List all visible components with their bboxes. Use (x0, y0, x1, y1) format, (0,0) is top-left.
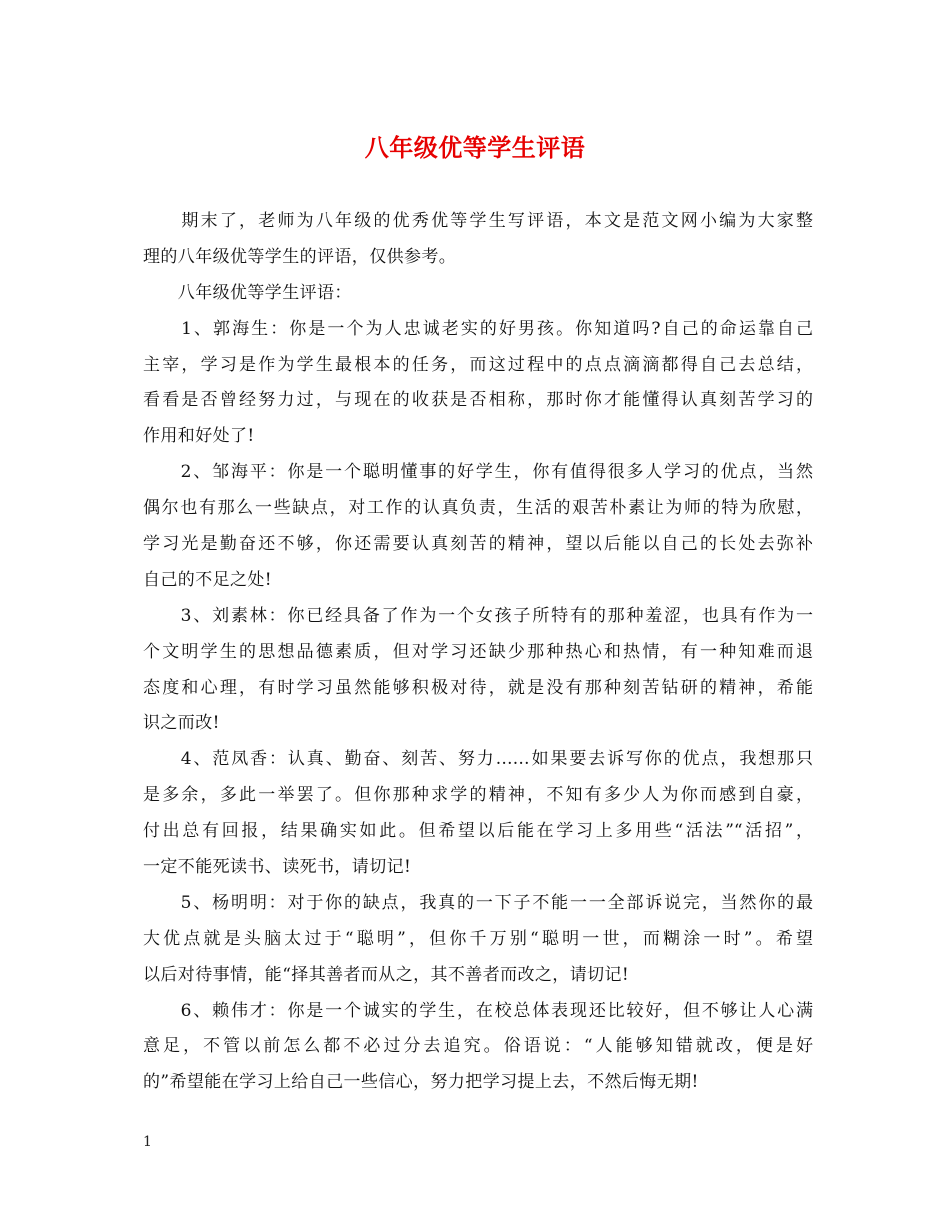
paragraph-line: 识之而改! (143, 713, 220, 734)
paragraph-line: 学习光是勤奋还不够，你还需要认真刻苦的精神，望以后能以自己的长处去弥补 (143, 534, 813, 555)
paragraph-line: 理的八年级优等学生的评语，仅供参考。 (143, 246, 457, 267)
paragraph-line: 3、刘素林：你已经具备了作为一个女孩子所特有的那种羞涩，也具有作为一 (143, 605, 813, 626)
paragraph-line: 一定不能死读书、读死书，请切记! (143, 857, 412, 878)
paragraph (143, 204, 813, 276)
paragraph-line: 4、范凤香：认真、勤奋、刻苦、努力……如果要去诉写你的优点，我想那只 (143, 749, 813, 770)
paragraph-line: 看看是否曾经努力过，与现在的收获是否相称，那时你才能懂得认真刻苦学习的 (143, 390, 813, 411)
paragraph (143, 276, 813, 312)
paragraph-line: 6、赖伟才：你是一个诚实的学生，在校总体表现还比较好，但不够让人心满 (143, 1000, 813, 1021)
page-number: 1 (143, 1134, 152, 1150)
paragraph-line: 大优点就是头脑太过于“聪明”，但你千万别“聪明一世，而糊涂一时”。希望 (143, 928, 813, 949)
paragraph-line: 个文明学生的思想品德素质，但对学习还缺少那种热心和热情，有一种知难而退 (143, 641, 813, 662)
paragraph-line: 八年级优等学生评语： (143, 282, 352, 303)
document-body (143, 204, 813, 1101)
paragraph (143, 886, 813, 994)
paragraph-line: 的”希望能在学习上给自己一些信心，努力把学习提上去，不然后悔无期! (143, 1072, 699, 1093)
paragraph (143, 455, 813, 599)
document-title: 八年级优等学生评语 (364, 133, 586, 162)
paragraph-line: 期末了，老师为八年级的优秀优等学生写评语，本文是范文网小编为大家整 (143, 211, 813, 231)
paragraph-line: 以后对待事情，能“择其善者而从之，其不善者而改之，请切记! (143, 964, 630, 985)
paragraph (143, 742, 813, 886)
paragraph-line: 2、邹海平：你是一个聪明懂事的好学生，你有值得很多人学习的优点，当然 (143, 462, 813, 483)
paragraph-line: 主宰，学习是作为学生最根本的任务，而这过程中的点点滴滴都得自己去总结， (143, 354, 813, 375)
paragraph (143, 312, 813, 456)
paragraph-line: 意足，不管以前怎么都不必过分去追究。俗语说：“人能够知错就改，便是好 (143, 1036, 813, 1057)
paragraph (143, 994, 813, 1102)
paragraph-line: 作用和好处了! (143, 426, 255, 447)
paragraph-line: 1、郭海生：你是一个为人忠诚老实的好男孩。你知道吗?自己的命运靠自己 (143, 318, 813, 339)
paragraph-line: 自己的不足之处! (143, 569, 273, 590)
paragraph-line: 态度和心理，有时学习虽然能够积极对待，就是没有那种刻苦钻研的精神，希能 (143, 677, 813, 698)
paragraph-line: 5、杨明明：对于你的缺点，我真的一下子不能一一全部诉说完，当然你的最 (143, 892, 813, 913)
paragraph-line: 偶尔也有那么一些缺点，对工作的认真负责，生活的艰苦朴素让为师的特为欣慰， (143, 498, 813, 519)
paragraph-line: 付出总有回报，结果确实如此。但希望以后能在学习上多用些“活法”“活招”， (143, 821, 813, 842)
paragraph-line: 是多余，多此一举罢了。但你那种求学的精神，不知有多少人为你而感到自豪， (143, 785, 813, 806)
paragraph (143, 599, 813, 743)
